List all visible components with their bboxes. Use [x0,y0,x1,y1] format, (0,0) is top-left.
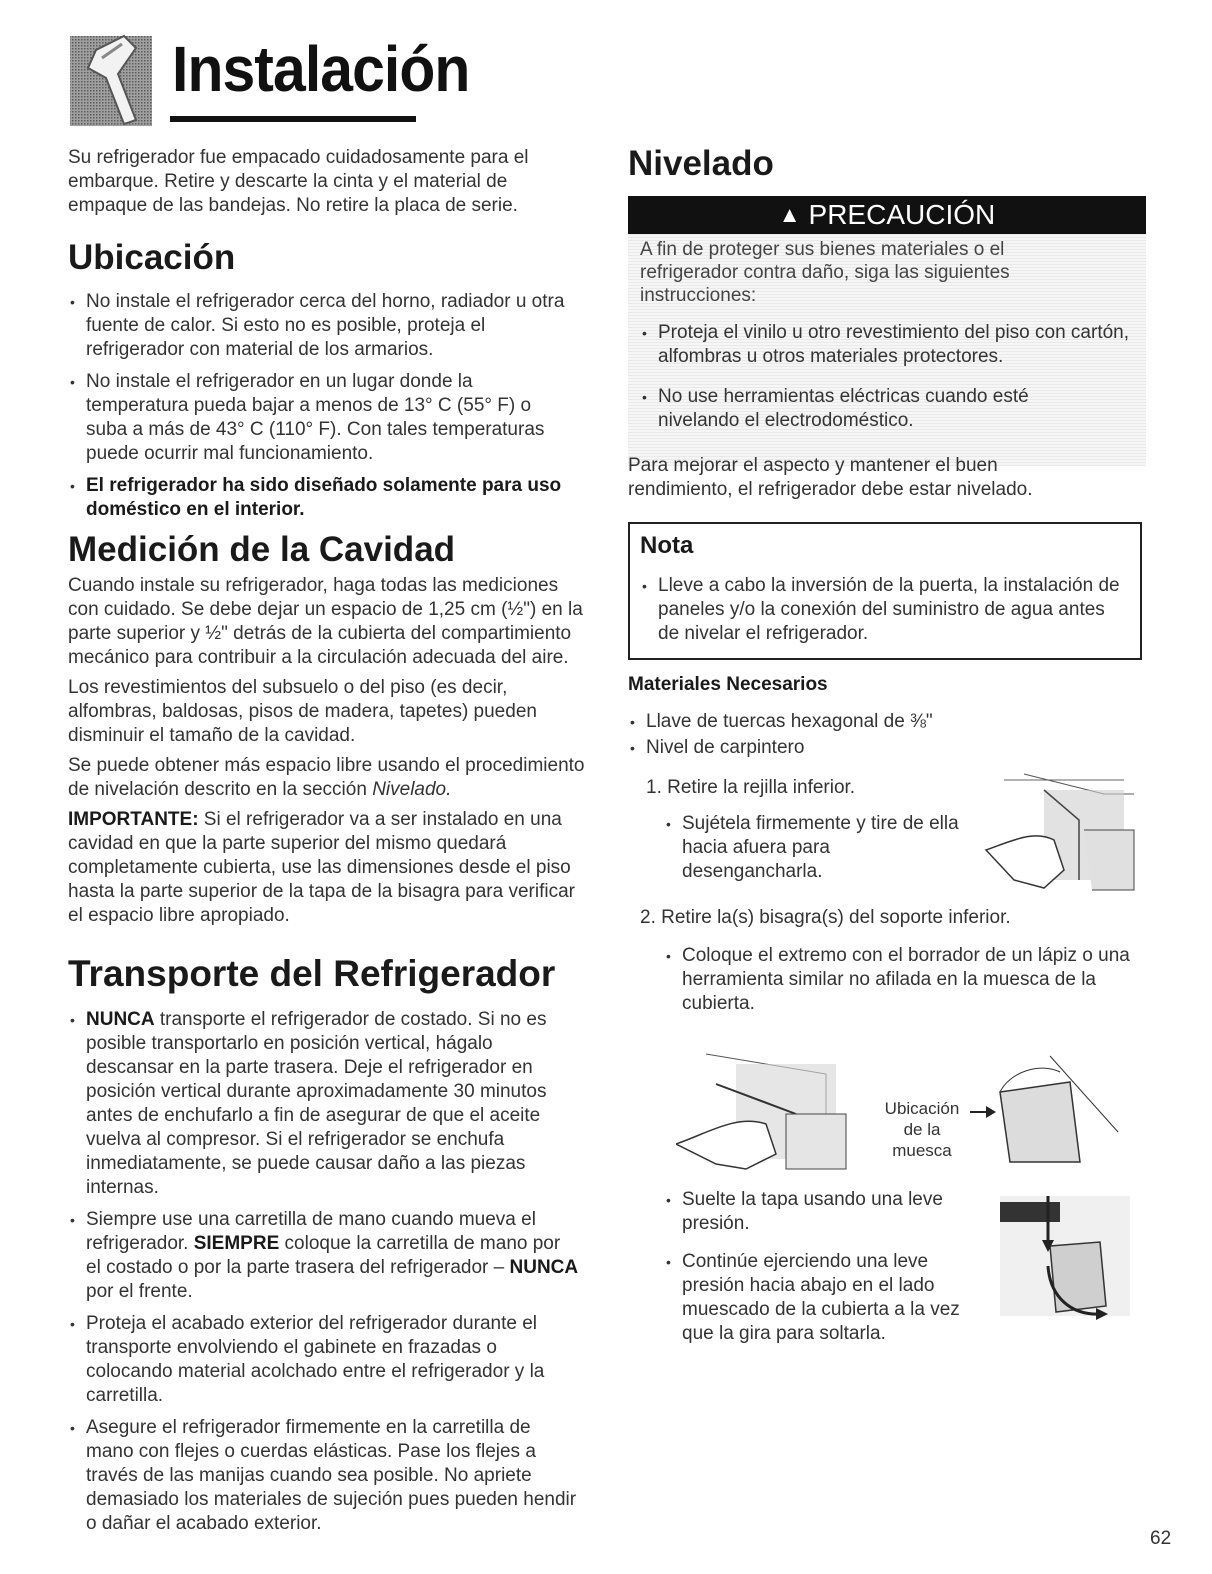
text-span: coloque la carretilla de mano por el costado o por la parte trasera del refrigerador – [86,1233,561,1278]
step-1: 1. Retire la rejilla inferior. [646,777,856,798]
caution-text: A fin de proteger sus bienes materiales o el refrigerador contra daño, siga las siguientes instrucciones: [640,239,1010,306]
nota-list [640,574,1130,646]
medicion-heading: Medición de la Cavidad [68,530,456,569]
list-item: • Lleve a cabo la inversión de la puerta, la instalación de paneles y/o la conexión del suministro de agua antes de nivelar el refrigerador. [640,574,1130,646]
medicion-p1: Cuando instale su refrigerador, haga todas las mediciones con cuidado. Se debe dejar un espacio de 1,25 cm (½") en la parte superior y ½" detrás de la cubierta del compartimiento mecánico para contribuir a la circulación adecuada del aire. [68,575,583,668]
list-item: • Proteja el acabado exterior del refrigerador durante el transporte envolviendo el gabinete en frazadas o colocando material acolchado entre el refrigerador y la carretilla. [68,1312,580,1408]
list-item: • Coloque el extremo con el borrador de un lápiz o una herramienta similar no afilada en la muesca de la cubierta. [664,944,1140,1016]
materiales-list [628,710,1108,768]
intro-paragraph: Su refrigerador fue empacado cuidadosamente para el embarque. Retire y descarte la cinta y el material de empaque de las bandejas. No retire la placa de serie. [68,147,529,216]
notch-illustration [676,1044,866,1174]
text-span: Se puede obtener más espacio libre usando el procedimiento de nivelación descrito en la sección [68,755,585,800]
list-item: • Nivel de carpintero [628,736,1108,760]
transporte-heading: Transporte del Refrigerador [68,953,556,994]
list-item: • Llave de tuercas hexagonal de ⅜" [628,710,1108,734]
step-2-sub [664,944,1140,1024]
list-item: • Asegure el refrigerador firmemente en la carretilla de mano con flejes o cuerdas elásticas. Pase los flejes a través de las manijas cuando sea posible. No apriete demasiado los materiales de sujeción pues pueden hendir o dañar el acabado exterior. [68,1416,580,1536]
header-icon [66,30,162,130]
notch-closeup [970,1052,1122,1172]
list-item: • No instale el refrigerador en un lugar donde la temperatura pueda bajar a menos de 13° C (55° F) o suba a más de 43° C (110° F). Con tales temperaturas puede ocurrir mal funcionamiento. [68,370,568,466]
nivelado-heading: Nivelado [628,144,774,183]
bold-text: NUNCA [86,1009,155,1030]
materiales-heading: Materiales Necesarios [628,674,828,695]
callout-line: muesca [892,1141,952,1160]
medicion-p3 [68,754,586,802]
step-1-sub [664,812,964,892]
list-item: • Continúe ejerciendo una leve presión hacia abajo en el lado muescado de la cubierta a la vez que la gira para soltarla. [664,1250,980,1346]
bold-text: El refrigerador ha sido diseñado solamente para uso doméstico en el interior. [86,475,562,520]
list-item: • No use herramientas eléctricas cuando esté nivelando el electrodoméstico. [640,385,1078,433]
callout-line: Ubicación [884,1099,960,1118]
list-item: • No instale el refrigerador cerca del horno, radiador u otra fuente de calor. Si esto no es posible, proteja el refrigerador con material de los armarios. [68,290,568,362]
text-span: Siempre use una carretilla de mano cuando mueva el refrigerador. [86,1209,536,1254]
caution-body [628,234,1146,466]
step-2-sub2 [664,1188,980,1354]
cover-illustration [990,1186,1142,1326]
caution-title: PRECAUCIÓN [808,199,996,230]
caution-box [628,196,1146,466]
wrench-icon [66,30,162,130]
medicion-p2: Los revestimientos del subsuelo o del piso (es decir, alfombras, baldosas, pisos de madera, tapetes) pueden disminuir el tamaño de la cavidad. [68,677,537,746]
nota-box [628,522,1142,660]
cover-rotate-image [990,1186,1142,1326]
hinge-cover-image [676,1044,866,1174]
text-span: Si el refrigerador va a ser instalado en una cavidad en que la parte superior del mismo quedará completamente cubierta, use las dimensiones desde el piso hasta la parte superior de la tapa de la bisagra para verificar el espacio libre apropiado. [68,809,575,926]
bold-text: SIEMPRE [193,1233,280,1254]
grille-illustration [984,770,1148,900]
grille-removal-image [984,770,1148,900]
warning-icon: ▲ [778,202,801,227]
page-number: 62 [1150,1528,1172,1549]
page-title: Instalación [172,33,470,105]
ubicacion-list [68,290,568,522]
notch-callout [876,1098,968,1161]
title-underline [170,116,416,122]
bold-text: NUNCA [509,1257,579,1278]
list-item [68,1208,580,1304]
list-item [68,1008,580,1200]
nota-title: Nota [640,532,694,559]
step-2: 2. Retire la(s) bisagra(s) del soporte inferior. [640,907,1011,928]
ubicacion-heading: Ubicación [68,238,236,277]
medicion-p4 [68,808,578,928]
importante-label: IMPORTANTE: [68,809,199,830]
caution-list [640,321,1132,433]
list-item: • Proteja el vinilo u otro revestimiento del piso con cartón, alfombras u otros materiales protectores. [640,321,1132,369]
nivelado-intro: Para mejorar el aspecto y mantener el buen rendimiento, el refrigerador debe estar nivelado. [628,455,1033,500]
transporte-list [68,1008,580,1536]
text-span: transporte el refrigerador de costado. Si no es posible transportarlo en posición vertical, hágalo descansar en la parte trasera. Deje el refrigerador en posición vertical durante aproximadamente 30 minutos antes de enchufarlo a fin de asegurar de que el aceite vuelva al compresor. Si el refrigerador se enchufa inmediatamente, se puede causar daño a las piezas internas. [86,1009,547,1198]
list-item: • Sujétela firmemente y tire de ella hacia afuera para desengancharla. [664,812,964,884]
caution-header [628,196,1146,234]
callout-line: de la [903,1120,941,1139]
text-span: por el frente. [86,1281,193,1302]
list-item: • Suelte la tapa usando una leve presión. [664,1188,980,1236]
list-item [68,474,568,522]
notch-closeup-image [970,1052,1122,1172]
italic-link-text: Nivelado. [372,779,452,800]
